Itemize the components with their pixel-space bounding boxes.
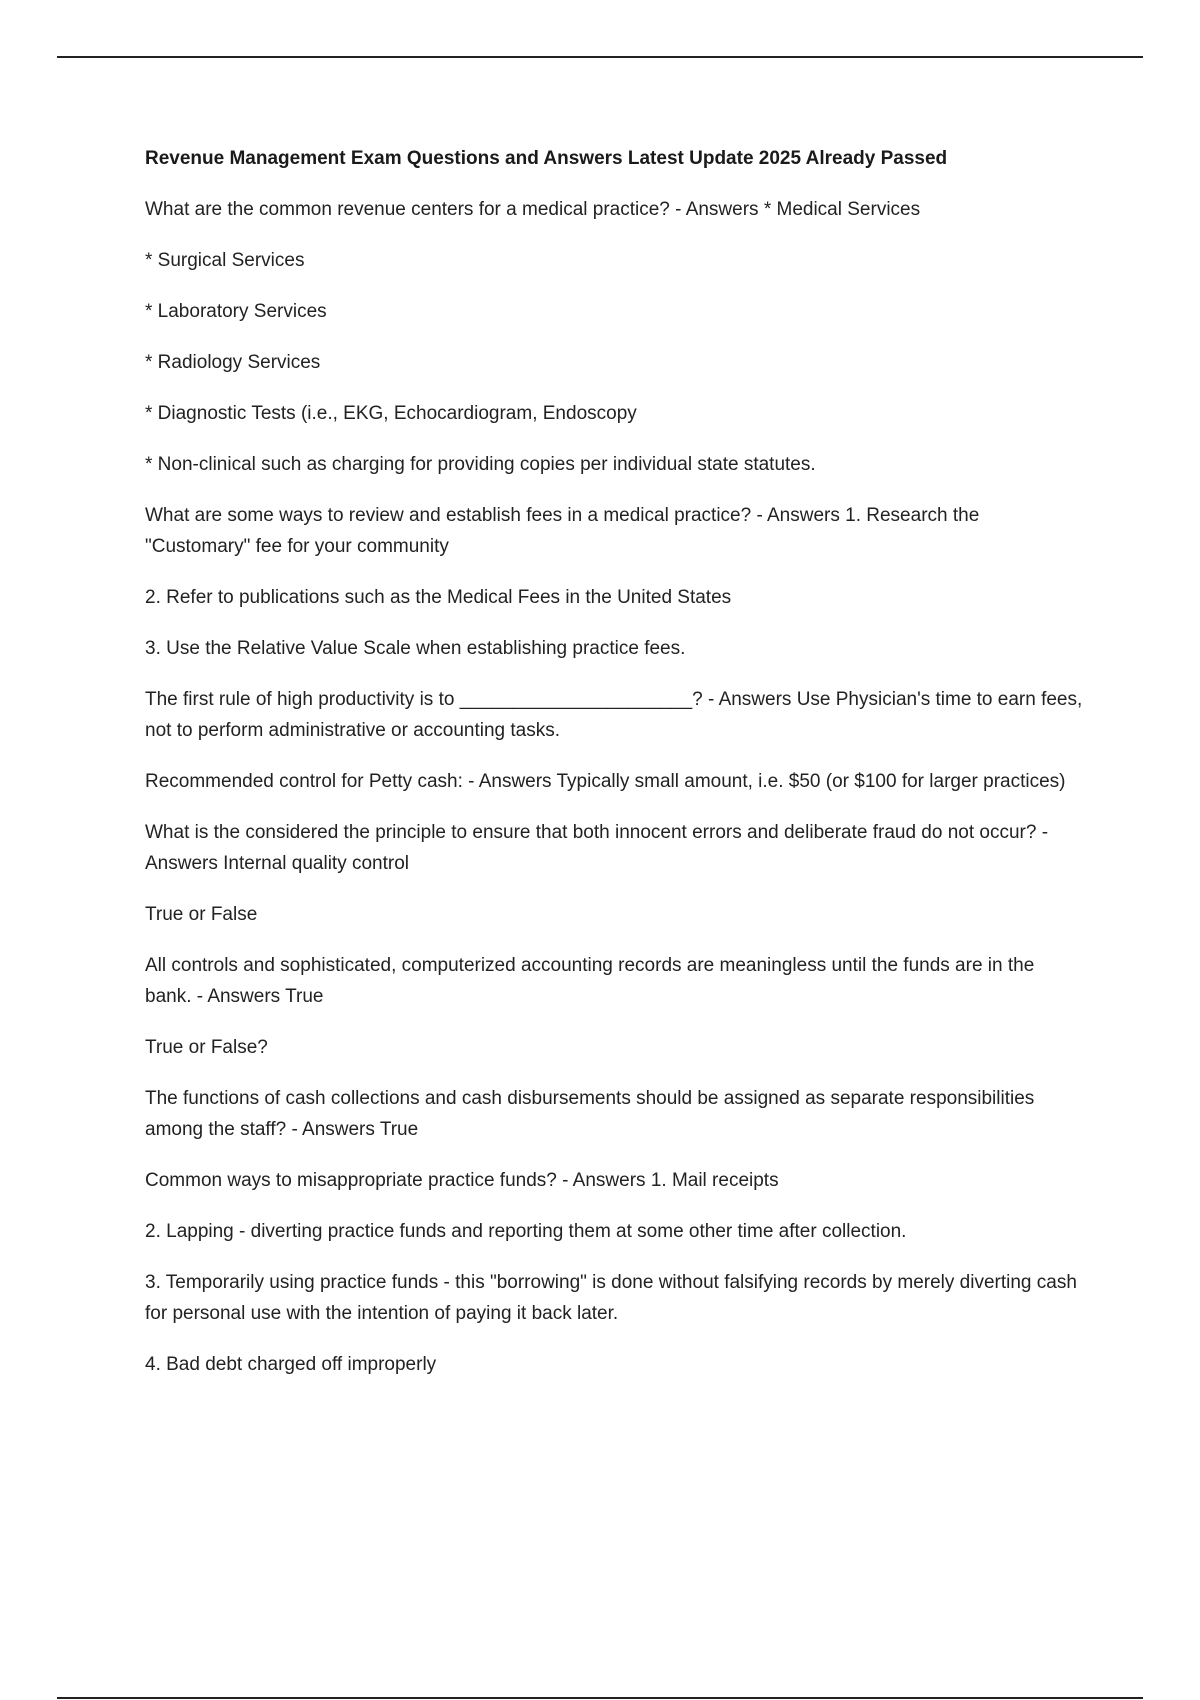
paragraph: 4. Bad debt charged off improperly	[145, 1354, 437, 1375]
paragraph: True or False?	[145, 1037, 268, 1058]
paragraph: What are the common revenue centers for a medical practice? - Answers * Medical Services	[145, 199, 921, 220]
paragraph: What are some ways to review and establish fees in a medical practice? - Answers 1. Research the "Customary" fee for your community	[145, 505, 985, 557]
paragraph: * Laboratory Services	[145, 301, 327, 322]
header-rule	[57, 56, 1143, 58]
paragraph: What is the considered the principle to ensure that both innocent errors and deliberate fraud do not occur? - Answers Internal quality control	[145, 822, 1053, 874]
paragraph: Recommended control for Petty cash: - Answers Typically small amount, i.e. $50 (or $100 for larger practices)	[145, 771, 1066, 792]
paragraph: The functions of cash collections and cash disbursements should be assigned as separate responsibilities among the staff? - Answers True	[145, 1088, 1040, 1140]
paragraph: * Non-clinical such as charging for providing copies per individual state statutes.	[145, 454, 816, 475]
paragraph: True or False	[145, 904, 258, 925]
paragraph: * Diagnostic Tests (i.e., EKG, Echocardiogram, Endoscopy	[145, 403, 637, 424]
document-body	[145, 144, 1088, 1400]
document-title: Revenue Management Exam Questions and Answers Latest Update 2025 Already Passed	[145, 148, 948, 169]
paragraph: 2. Refer to publications such as the Medical Fees in the United States	[145, 587, 732, 608]
footer-rule	[57, 1697, 1143, 1699]
paragraph: 3. Temporarily using practice funds - this "borrowing" is done without falsifying records by merely diverting cash for personal use with the intention of paying it back later.	[145, 1272, 1083, 1324]
paragraph: 3. Use the Relative Value Scale when establishing practice fees.	[145, 638, 686, 659]
paragraph: * Surgical Services	[145, 250, 305, 271]
paragraph: All controls and sophisticated, computerized accounting records are meaningless until the funds are in the bank. - Answers True	[145, 955, 1040, 1007]
paragraph: 2. Lapping - diverting practice funds and reporting them at some other time after collection.	[145, 1221, 907, 1242]
paragraph: The first rule of high productivity is to ______________________? - Answers Use Physician's time to earn fees, not to perform administrative or accounting tasks.	[145, 689, 1088, 741]
paragraph: * Radiology Services	[145, 352, 321, 373]
paragraph: Common ways to misappropriate practice funds? - Answers 1. Mail receipts	[145, 1170, 779, 1191]
